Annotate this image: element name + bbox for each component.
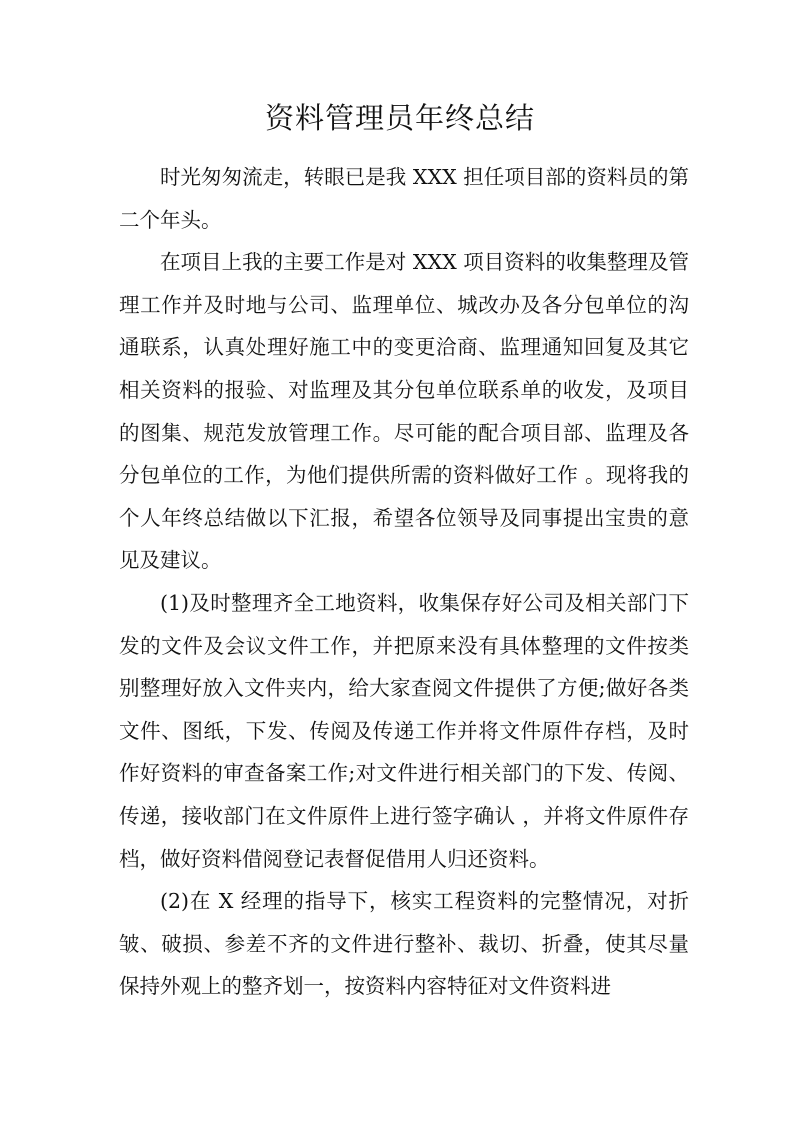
document-body — [119, 156, 689, 1008]
paragraph-main-work: 在项目上我的主要工作是对 XXX 项目资料的收集整理及管理工作并及时地与公司、监理单位、城改办及各分包单位的沟通联系，认真处理好施工中的变更洽商、监理通知回复及其它相关资料的报验、对监理及其分包单位联系单的收发，及项目的图集、规范发放管理工作。尽可能的配合项目部、监理及各分包单位的工作，为他们提供所需的资料做好工作 。现将我的个人年终总结做以下汇报，希望各位领导及同事提出宝贵的意见及建议。 — [119, 250, 689, 573]
paragraph-intro: 时光匆匆流走，转眼已是我 XXX 担任项目部的资料员的第二个年头。 — [119, 165, 689, 232]
paragraph-item-2: (2)在 X 经理的指导下，核实工程资料的完整情况，对折皱、破损、参差不齐的文件进行整补、裁切、折叠，使其尽量保持外观上的整齐划一，按资料内容特征对文件资料进 — [119, 889, 689, 999]
document-title: 资料管理员年终总结 — [264, 101, 535, 135]
paragraph-item-1: (1)及时整理齐全工地资料，收集保存好公司及相关部门下发的文件及会议文件工作，并把原来没有具体整理的文件按类别整理好放入文件夹内，给大家查阅文件提供了方便;做好各类文件、图纸，下发、传阅及传递工作并将文件原件存档，及时作好资料的审查备案工作;对文件进行相关部门的下发、传阅、传递，接收部门在文件原件上进行签字确认 ，并将文件原件存档，做好资料借阅登记表督促借用人归还资料。 — [119, 590, 689, 871]
